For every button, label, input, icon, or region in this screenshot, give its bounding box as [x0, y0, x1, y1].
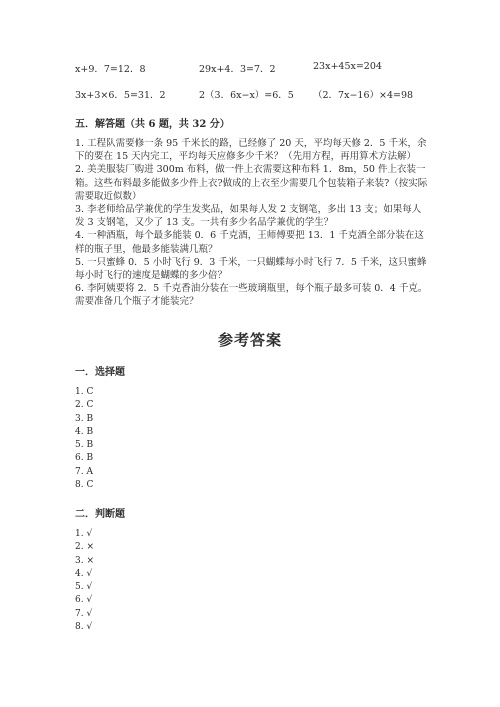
problem-6: 6. 李阿姨要将 2．5 千克香油分装在一些玻璃瓶里，每个瓶子最多可装 0．4 千克。需要准备几个瓶子才能装完？ [75, 283, 428, 308]
equation: 3x+3×6．5=31．2 [75, 90, 166, 101]
problem-1: 1. 工程队需要修一条 95 千米长的路，已经修了 20 天，平均每天修 2．5 千米，余下的要在 15 天内完工，平均每天应修多少千米？（先用方程，再用算术方法解） [75, 138, 427, 163]
judge-answer-list [75, 528, 94, 634]
list-item: 3. × [75, 555, 94, 566]
problem-2: 2. 美美服装厂购进 300m 布料，做一件上衣需要这种布料 1．8m，50 件上衣装一箱。这些布料最多能做多少件上衣?做成的上衣至少需要几个包装箱子来装?（按实际需要取近似数） [75, 164, 428, 202]
list-item: 5. B [75, 440, 94, 451]
equation: （2．7x−16）×4=98 [313, 90, 414, 101]
problem-list [75, 137, 430, 309]
list-item: 6. √ [75, 595, 93, 606]
list-item: 8. C [75, 480, 94, 491]
list-item: 7. √ [75, 608, 93, 619]
equation: x+9．7=12．8 [75, 64, 146, 75]
section-5-title: 五．解答题（共 6 题，共 32 分） [75, 119, 230, 130]
list-item: 7. A [75, 466, 93, 477]
list-item: 1. √ [75, 529, 93, 539]
choice-section-title: 一．选择题 [75, 367, 125, 378]
equation-row-1 [75, 61, 475, 75]
list-item: 1. C [75, 387, 94, 397]
choice-answer-list [75, 386, 93, 492]
list-item: 8. √ [75, 622, 93, 633]
problem-4: 4. 一种酒瓶，每个最多能装 0．6 千克酒，王师傅要把 13．1 千克酒全部分装在这样的瓶子里，他最多能装满几瓶？ [75, 230, 424, 255]
list-item: 6. B [75, 453, 94, 464]
answer-key-title: 参考答案 [217, 331, 282, 349]
equation: 29x+4．3=7．2 [199, 64, 276, 75]
list-item: 3. B [75, 413, 94, 424]
list-item: 2. C [75, 400, 94, 411]
problem-3: 3. 李老师给品学兼优的学生发奖品，如果每人发 2 支钢笔，多出 13 支；如果每人发 3 支钢笔，又少了 13 支。一共有多少名品学兼优的学生？ [75, 204, 422, 229]
equation: 23x+45x=204 [313, 61, 382, 72]
list-item: 5. √ [75, 582, 93, 593]
equation-row-2 [75, 87, 475, 101]
list-item: 2. × [75, 542, 94, 553]
judge-section-title: 二．判断题 [75, 509, 125, 520]
list-item: 4. B [75, 426, 94, 437]
list-item: 4. √ [75, 568, 93, 579]
problem-5: 5. 一只蜜蜂 0．5 小时飞行 9．3 千米，一只蝴蝶每小时飞行 7．5 千米，这只蜜蜂每小时飞行的速度是蝴蝶的多少倍？ [75, 256, 427, 282]
equation: 2（3．6x−x）=6．5 [199, 90, 294, 101]
